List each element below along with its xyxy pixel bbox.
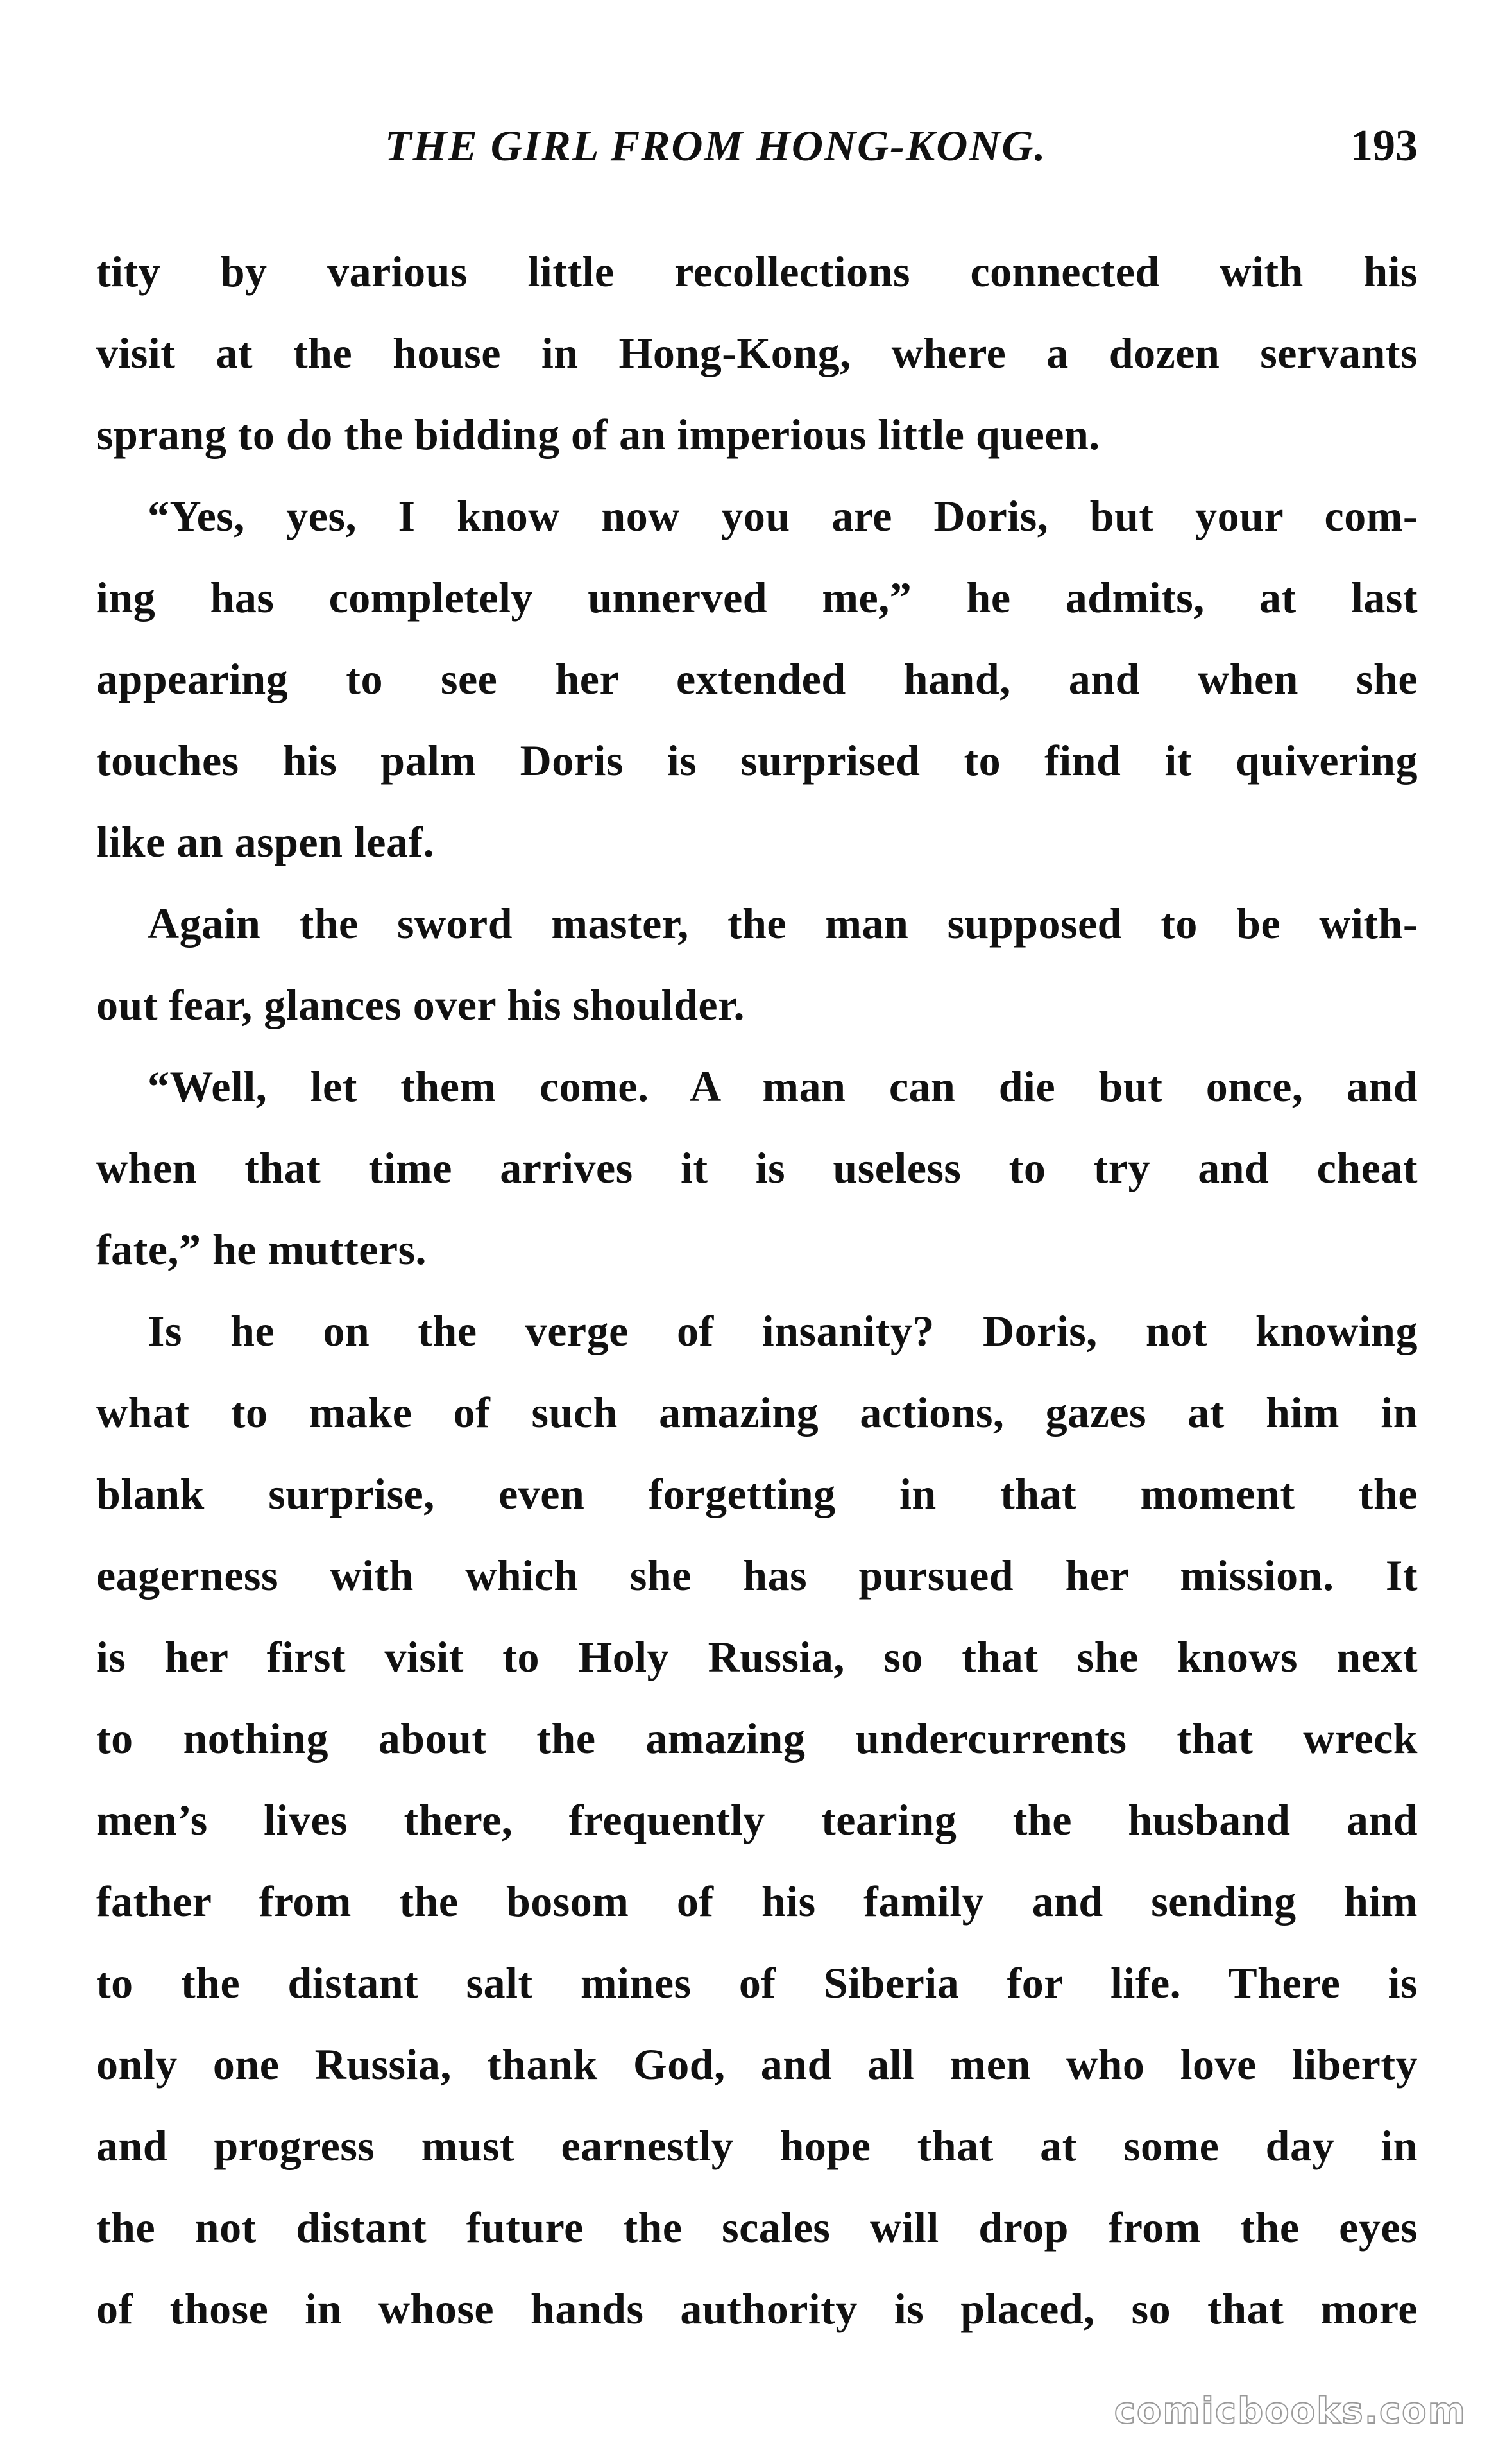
body-text — [96, 231, 1418, 2350]
text-line: Is he on the verge of insanity? Doris, not knowing — [148, 1306, 1418, 1355]
text-line: out fear, glances over his shoulder. — [96, 980, 745, 1029]
running-head — [96, 121, 1418, 178]
page-number: 193 — [1350, 121, 1418, 171]
text-line: father from the bosom of his family and sending him — [96, 1877, 1418, 1926]
text-line: “Well, let them come. A man can die but once, and — [148, 1062, 1418, 1111]
text-line: blank surprise, even forgetting in that moment the — [96, 1469, 1418, 1518]
text-line: ing has completely unnerved me,” he admits, at last — [96, 573, 1418, 622]
text-line: to nothing about the amazing undercurrents that wreck — [96, 1714, 1418, 1763]
watermark: comicbooks.com — [1114, 2390, 1467, 2432]
text-line: “Yes, yes, I know now you are Doris, but your com- — [148, 492, 1418, 540]
text-line: the not distant future the scales will drop from the eyes — [96, 2203, 1418, 2252]
text-line: sprang to do the bidding of an imperious little queen. — [96, 410, 1100, 459]
text-line: of those in whose hands authority is placed, so that more — [96, 2284, 1418, 2333]
text-line: fate,” he mutters. — [96, 1225, 427, 1274]
text-line: visit at the house in Hong-Kong, where a dozen servants — [96, 329, 1418, 377]
text-line: eagerness with which she has pursued her mission. It — [96, 1551, 1418, 1600]
text-line: like an aspen leaf. — [96, 817, 435, 866]
text-line: what to make of such amazing actions, gazes at him in — [96, 1388, 1418, 1437]
text-line: men’s lives there, frequently tearing the husband and — [96, 1795, 1418, 1844]
text-line: to the distant salt mines of Siberia for life. There is — [96, 1958, 1418, 2007]
text-line: appearing to see her extended hand, and when she — [96, 654, 1418, 703]
text-line: and progress must earnestly hope that at some day in — [96, 2121, 1418, 2170]
text-line: is her first visit to Holy Russia, so that she knows next — [96, 1632, 1418, 1681]
text-line: Again the sword master, the man supposed to be with- — [148, 899, 1418, 948]
text-line: tity by various little recollections connected with his — [96, 247, 1418, 296]
text-line: touches his palm Doris is surprised to find it quivering — [96, 736, 1418, 785]
running-title: THE GIRL FROM HONG-KONG. — [385, 121, 1047, 170]
text-line: only one Russia, thank God, and all men who love liberty — [96, 2040, 1418, 2089]
text-line: when that time arrives it is useless to try and cheat — [96, 1143, 1418, 1192]
